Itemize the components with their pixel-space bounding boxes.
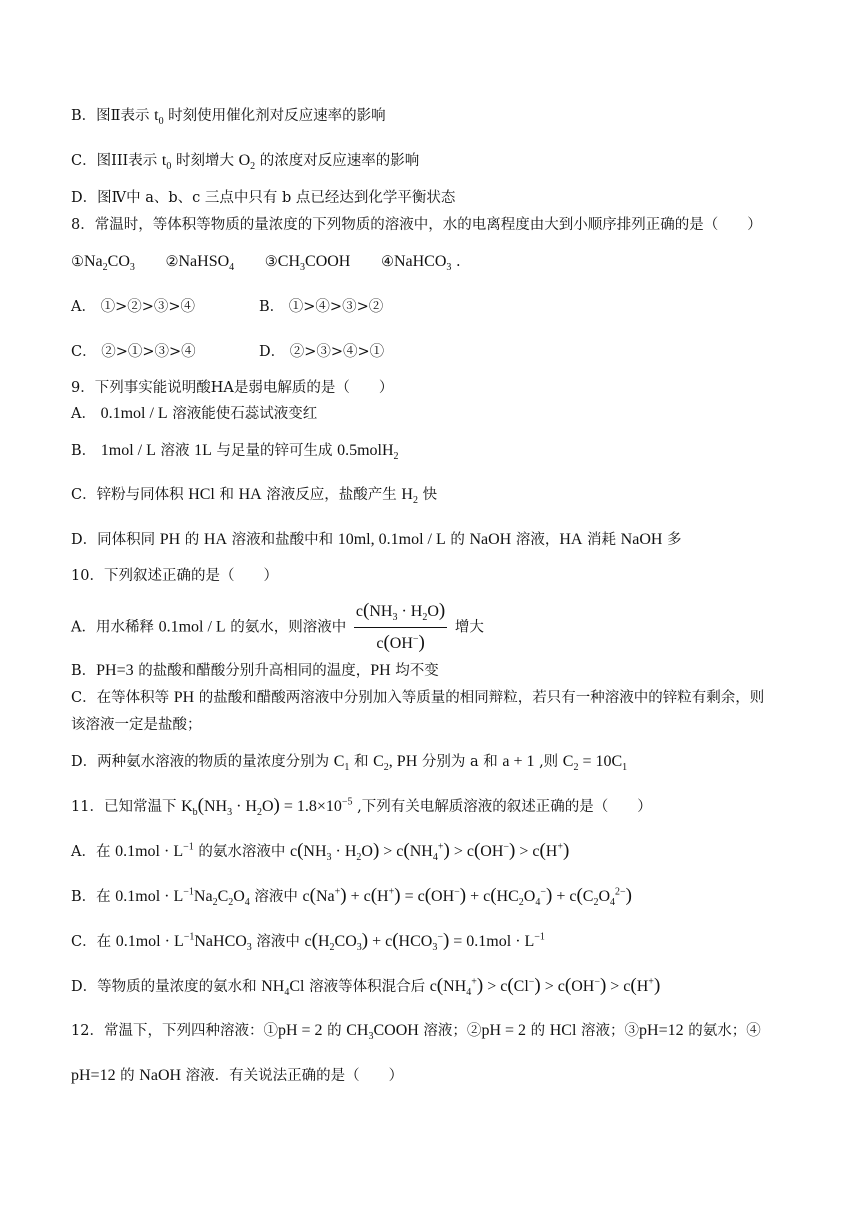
q12-stem-line1: 12．常温下，下列四种溶液：①pH = 2 的 $CH_3COOH$ 溶液；②pH = 2 的 HCl 溶液；③pH=12 的氨水；④ — [71, 1022, 761, 1043]
q7-option-b: B．图Ⅱ表示 $t_0$ 时刻使用催化剂对反应速率的影响 — [71, 107, 386, 128]
q10-option-b: B．PH=3 的盐酸和醋酸分别升高相同的温度，PH 均不变 — [71, 662, 439, 679]
q9-option-c: C．锌粉与同体积 HCl 和 HA 溶液反应，盐酸产生 $H_2$ 快 — [71, 486, 438, 507]
q8-stem: 8．常温时，等体积等物质的量浓度的下列物质的溶液中，水的电离程度由大到小顺序排列正确的是（ ） — [71, 217, 762, 233]
q9-option-a: A． 0.1mol / L 溶液能使石蕊试液变红 — [71, 405, 318, 422]
q7-option-c: C．图III表示 $t_0$ 时刻增大 $O_2$ 的浓度对反应速率的影响 — [71, 152, 420, 173]
q11-option-d: D．等物质的量浓度的氨水和 $NH_4Cl$ 溶液等体积混合后 $c(NH_4^+) > c(Cl^-) > c(OH^-) > c(H^+)$ — [71, 975, 661, 999]
q8-substances: $①Na_2CO_3$ ②NaHSO$_4$ $③CH_3COOH$ ④NaHCO$_3$ . — [71, 253, 461, 274]
q9-stem: 9．下列事实能说明酸HA是弱电解质的是（ ） — [71, 380, 394, 396]
q10-option-a: A．用水稀释 0.1mol / L 的氨水，则溶液中 $\frac{c(NH_3 \cdot H_2O)}{c(OH^-)}$ 增大 — [71, 598, 484, 657]
q11-stem: 11．已知常温下 $K_b(NH_3 \cdot H_2O) = 1.8\times 10^{-5}$ ,下列有关电解质溶液的叙述正确的是（ ） — [71, 795, 652, 819]
q9-option-b: B． 1mol / L 溶液 1L 与足量的锌可生成 0.5molH$_2$ — [71, 442, 399, 463]
q11-option-c: C．在 $0.1mol \cdot L^{-1}NaHCO_3$ 溶液中 $c(H_2CO_3) + c(HCO_3^-) = 0.1mol \cdot L^{-1}$ — [71, 930, 545, 954]
q8-option-b: B． ①>④>③>② — [259, 299, 384, 315]
q10-option-c: C．在等体积等 PH 的盐酸和醋酸两溶液中分别加入等质量的相同辩粒，若只有一种溶液中的锌粒有剩余，则 — [71, 689, 765, 706]
q8-option-c: C． ②>①>③>④ — [71, 344, 196, 360]
q7-option-d: D．图Ⅳ中 a、b、c 三点中只有 b 点已经达到化学平衡状态 — [71, 190, 456, 206]
q11-option-b: B．在 $0.1mol \cdot L^{-1}Na_2C_2O_4$ 溶液中 $c(Na^+) + c(H^+) = c(OH^-) + c(HC_2O_4^-) + c(C_2O_4^{2-})$ — [71, 885, 632, 909]
q8-option-a: A． ①>②>③>④ — [71, 299, 196, 315]
q9-option-d: D．同体积同 PH 的 HA 溶液和盐酸中和 10ml, 0.1mol / L 的 NaOH 溶液，HA 消耗 NaOH 多 — [71, 531, 682, 548]
q11-option-a: A．在 $0.1mol \cdot L^{-1}$ 的氨水溶液中 $c(NH_3 \cdot H_2O) > c(NH_4^+) > c(OH^-) > c(H^+)$ — [71, 840, 570, 864]
q10-stem: 10．下列叙述正确的是（ ） — [71, 568, 278, 584]
q10-option-d: D．两种氨水溶液的物质的量浓度分别为 $C_1$ 和 $C_2$, PH 分别为 a 和 a + 1 ,则 $C_2 = 10C_1$ — [71, 753, 628, 774]
q12-stem-line2: pH=12 的 NaOH 溶液．有关说法正确的是（ ） — [71, 1067, 404, 1084]
q10-fraction: $\frac{c(NH_3 \cdot H_2O)}{c(OH^-)}$ — [355, 600, 446, 653]
q8-option-d: D． ②>③>④>① — [259, 344, 385, 360]
q10-option-c-cont: 该溶液一定是盐酸； — [71, 717, 202, 733]
